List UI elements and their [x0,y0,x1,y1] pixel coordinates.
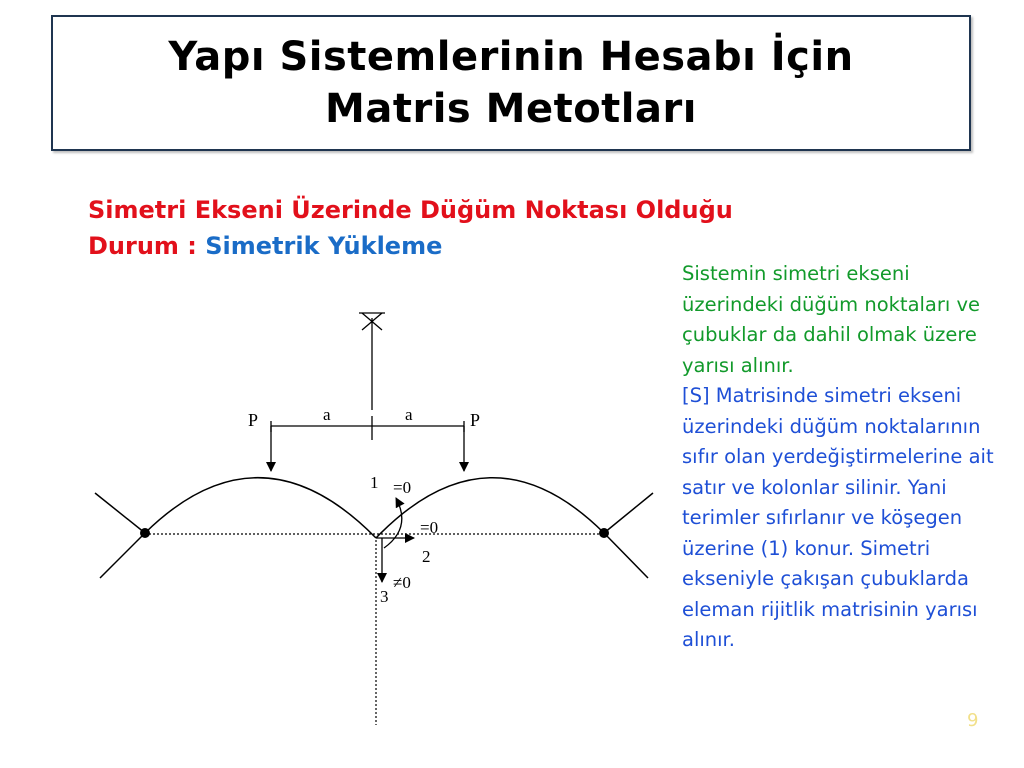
label-dof3: 3 [380,587,389,606]
explanation-rest: [S] Matrisinde simetri ekseni üzerindeki düğüm noktalarının sıfır olan yerdeğiştirmelerine ait satır ve kolonlar silinir. Yani terimler sıfırlanır ve köşegen üzerine (1) konur. Simetri ekseniyle çakışan çubuklarda eleman rijitlik matrisinin yarısı alınır. [682,384,994,651]
label-load-left: P [248,410,259,430]
support-left-lower [100,533,145,578]
dof1-rotation-arrow [384,498,402,548]
support-right-lower [604,533,648,578]
label-dim-right: a [405,405,413,424]
explanation-first: Sistemin simetri ekseni üzerindeki düğüm noktaları ve çubuklar da dahil olmak üzere yarısı alınır. [682,262,981,377]
arch-left [145,478,376,538]
subtitle-prefix: Durum : [88,232,197,260]
title-line-1: Yapı Sistemlerinin Hesabı İçin [168,34,854,80]
label-dof1: 1 [370,473,379,492]
node-right [599,528,609,538]
label-dof1-value: =0 [393,478,412,497]
label-dim-left: a [323,405,331,424]
title-line-2: Matris Metotları [325,86,697,132]
label-load-right: P [470,410,481,430]
explanation-text [682,259,1012,656]
support-right-upper [604,493,653,533]
page-number: 9 [967,710,979,731]
subtitle-line-1: Simetri Ekseni Üzerinde Düğüm Noktası Olduğu [88,196,733,224]
node-left [140,528,150,538]
subtitle-highlight: Simetrik Yükleme [205,232,443,260]
label-dof3-value: ≠0 [393,573,411,592]
support-left-upper [95,493,145,533]
label-dof2-value: =0 [420,518,439,537]
label-dof2: 2 [422,547,431,566]
